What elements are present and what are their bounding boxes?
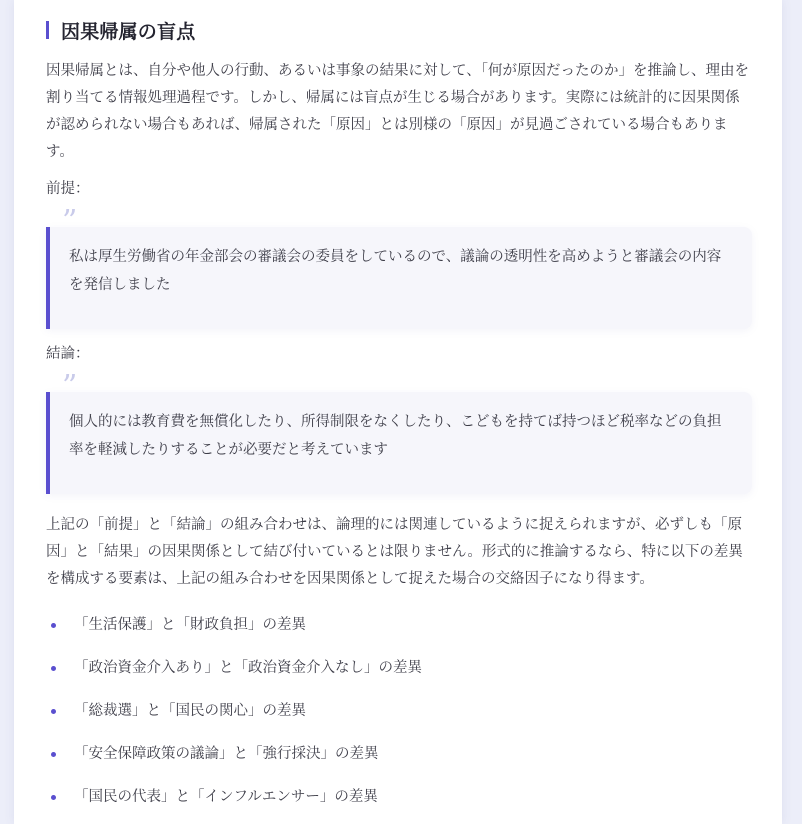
bullet-dot-icon [51, 709, 56, 714]
list-item-text: 「安全保障政策の議論」と「強行採決」の差異 [74, 746, 379, 762]
premise-quote-block [46, 204, 752, 329]
section-heading [46, 14, 752, 46]
list-item [46, 615, 752, 658]
list-item-text: 「国民の代表」と「インフルエンサー」の差異 [74, 789, 378, 805]
list-item-text: 「政治資金介入あり」と「政治資金介入なし」の差異 [74, 660, 422, 676]
quote-mark-icon: ” [62, 204, 78, 239]
article-content [46, 14, 752, 824]
premise-label: 前提： [46, 181, 90, 197]
list-item-text: 「生活保護」と「財政負担」の差異 [74, 617, 306, 633]
bullet-dot-icon [51, 623, 56, 628]
list-item [46, 658, 752, 701]
analysis-paragraph: 上記の「前提」と「結論」の組み合わせは、論理的には関連しているように捉えられますが、必ずしも「原因」と「結果」の因果関係として結び付いているとは限りません。形式的に推論するなら、特に以下の差異を構成する要素は、上記の組み合わせを因果関係として捉えた場合の交絡因子になり得ます。 [46, 517, 743, 587]
bullet-dot-icon [51, 795, 56, 800]
bullet-dot-icon [51, 666, 56, 671]
article-card [14, 0, 782, 824]
list-item [46, 701, 752, 744]
confounder-list [46, 615, 752, 824]
list-item [46, 787, 752, 824]
section-title: 因果帰属の盲点 [61, 20, 196, 43]
bullet-dot-icon [51, 752, 56, 757]
conclusion-quote-block [46, 369, 752, 494]
list-item [46, 744, 752, 787]
conclusion-label: 結論： [46, 346, 90, 362]
quote-mark-icon: ” [62, 369, 78, 404]
premise-blockquote [46, 227, 752, 329]
intro-paragraph: 因果帰属とは、自分や他人の行動、あるいは事象の結果に対して、「何が原因だったのか」を推論し、理由を割り当てる情報処理過程です。しかし、帰属には盲点が生じる場合があります。実際には統計的に因果関係が認められない場合もあれば、帰属された「原因」とは別様の「原因」が見過ごされている場合もあります。 [46, 63, 749, 160]
heading-accent-bar [46, 21, 49, 39]
conclusion-blockquote [46, 392, 752, 494]
premise-quote-text: 私は厚生労働省の年金部会の審議会の委員をしているので、議論の透明性を高めようと審議会の内容を発信しました [69, 249, 722, 293]
list-item-text: 「総裁選」と「国民の関心」の差異 [74, 703, 306, 719]
conclusion-quote-text: 個人的には教育費を無償化したり、所得制限をなくしたり、こどもを持てば持つほど税率などの負担率を軽減したりすることが必要だと考えています [69, 414, 722, 458]
